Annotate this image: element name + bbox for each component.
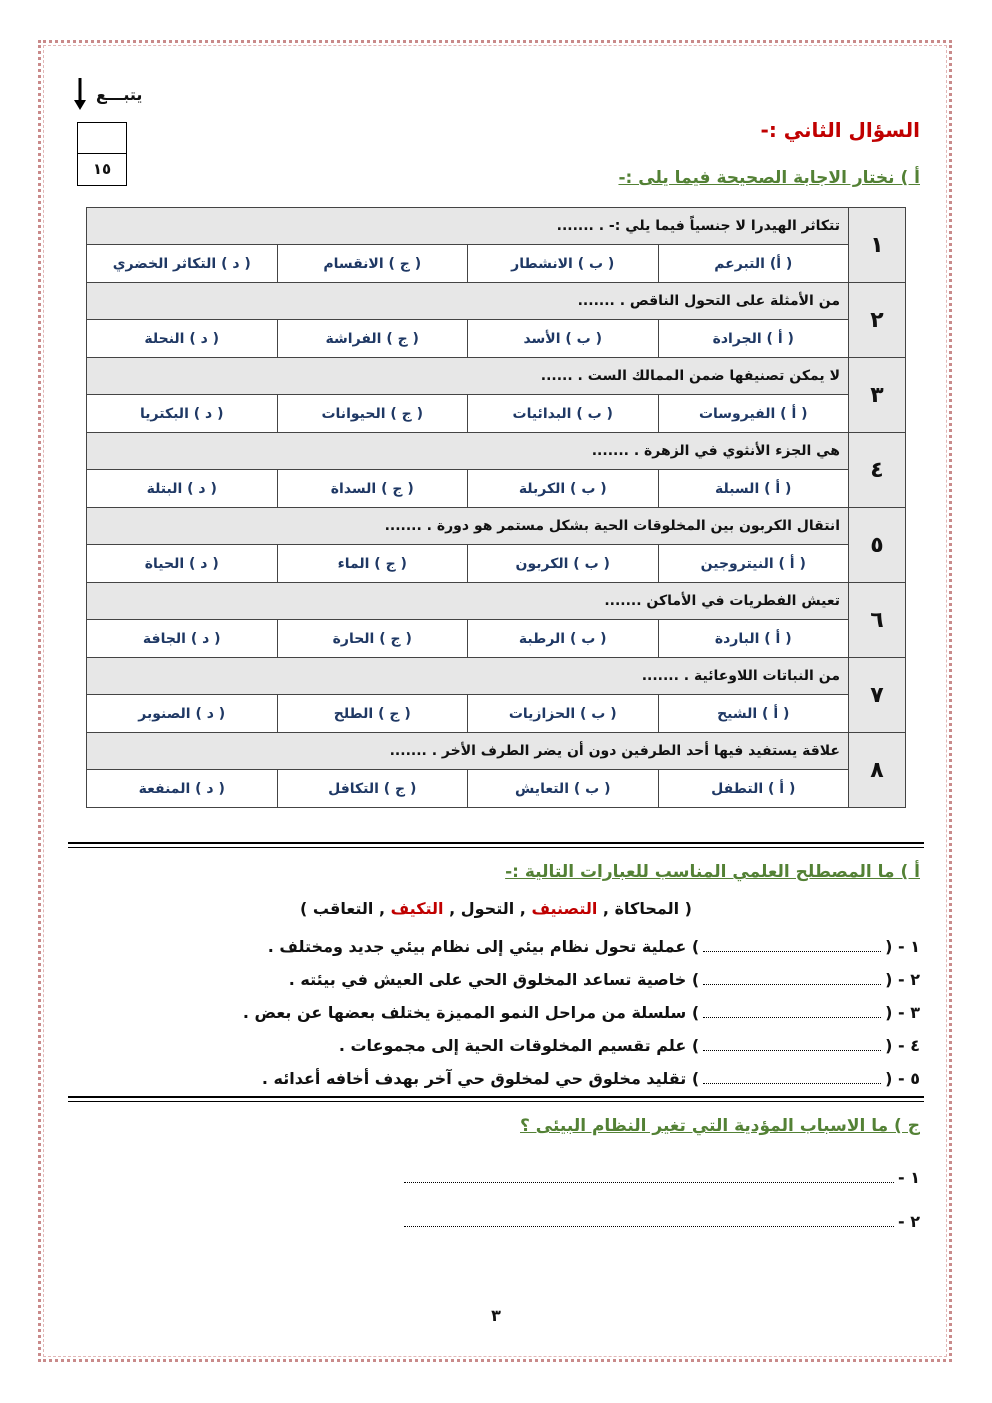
answer-option[interactable]: ( أ ) الجرادة [658, 320, 849, 358]
question-number: ٢ [849, 283, 906, 358]
question-row [87, 508, 906, 545]
answer-option[interactable]: ( ب ) الحزازيات [468, 695, 659, 733]
options-row [87, 320, 906, 358]
term-item-close: ) [691, 1003, 700, 1022]
term-item-close: ) [691, 1069, 700, 1088]
options-row [87, 245, 906, 283]
options-row [87, 770, 906, 808]
term-item-text: عملية تحول نظام بيئي إلى نظام بيئي جديد ومختلف . [267, 937, 687, 956]
question-text: تعيش الفطريات في الأماكن ....... [87, 583, 849, 620]
answer-option[interactable]: ( د ) الحياة [87, 545, 278, 583]
answer-option[interactable]: ( ج ) التكافل [277, 770, 468, 808]
question-number: ٧ [849, 658, 906, 733]
term-item-num: ١ - ( [885, 937, 920, 956]
answer-option[interactable]: ( ب ) التعايش [468, 770, 659, 808]
continue-indicator [74, 78, 142, 110]
term-separator: , [373, 899, 391, 918]
term-item [243, 996, 920, 1029]
question-text: من الأمثلة على التحول الناقص . ....... [87, 283, 849, 320]
paren-close: ) [300, 899, 308, 918]
term-item [243, 930, 920, 963]
answer-line-num: ١ - [898, 1168, 920, 1187]
mcq-table [86, 207, 906, 808]
term-item [243, 1062, 920, 1095]
down-arrow-icon [74, 78, 86, 110]
answer-option[interactable]: ( د ) المنفعة [87, 770, 278, 808]
answer-option[interactable]: ( د ) الجافة [87, 620, 278, 658]
score-blank[interactable] [78, 123, 126, 154]
question-row [87, 283, 906, 320]
answer-option[interactable]: ( أ ) النيتروجين [658, 545, 849, 583]
term-item-num: ٥ - ( [885, 1069, 920, 1088]
question-number: ١ [849, 208, 906, 283]
question-row [87, 733, 906, 770]
answer-option[interactable]: ( ب ) الانشطار [468, 245, 659, 283]
answer-option[interactable]: ( أ ) التطفل [658, 770, 849, 808]
term-item-text: سلسلة من مراحل النمو المميزة يختلف بعضها عن بعض . [242, 1003, 687, 1022]
term-option: التصنيف [531, 899, 598, 918]
answer-option[interactable]: ( ب ) الكربلة [468, 470, 659, 508]
divider [68, 1101, 924, 1102]
question-row [87, 358, 906, 395]
answer-line-1[interactable] [404, 1168, 920, 1187]
question-title: السؤال الثاني :- [760, 118, 920, 142]
answer-option[interactable]: ( ب ) الكربون [468, 545, 659, 583]
term-item-text: علم تقسيم المخلوقات الحية إلى مجموعات . [338, 1036, 687, 1055]
term-answer-blank[interactable] [703, 1037, 881, 1051]
answer-option[interactable]: ( د ) النحلة [87, 320, 278, 358]
term-item-num: ٢ - ( [885, 970, 920, 989]
score-box [77, 122, 127, 186]
answer-option[interactable]: ( ج ) الحيوانات [277, 395, 468, 433]
term-separator: , [597, 899, 615, 918]
question-text: علاقة يستفيد فيها أحد الطرفين دون أن يضر الطرف الأخر . ....... [87, 733, 849, 770]
term-answer-blank[interactable] [703, 971, 881, 985]
section-c-title: ج ) ما الاسباب المؤدية التي تغير النظام البيئى ؟ [520, 1116, 920, 1136]
divider [68, 842, 924, 844]
question-row [87, 433, 906, 470]
term-answer-blank[interactable] [703, 1004, 881, 1018]
section-b-title: أ ) ما المصطلح العلمي المناسب للعبارات التالية :- [505, 862, 920, 882]
term-item-text: تقليد مخلوق حي لمخلوق حي آخر بهدف أخافه أعدائه . [261, 1069, 687, 1088]
question-row [87, 208, 906, 245]
answer-option[interactable]: ( د ) التكاثر الخضري [87, 245, 278, 283]
options-row [87, 470, 906, 508]
question-text: تتكاثر الهيدرا لا جنسياً فيما يلي :- . ....... [87, 208, 849, 245]
term-option: المحاكاة [614, 899, 680, 918]
section-a-title: أ ) نختار الاجابة الصحيحة فيما يلى :- [618, 168, 920, 188]
question-row [87, 658, 906, 695]
term-item-close: ) [691, 970, 700, 989]
term-bank [0, 899, 992, 918]
answer-option[interactable]: ( ب ) البدائيات [468, 395, 659, 433]
term-separator: , [443, 899, 461, 918]
divider [68, 1096, 924, 1098]
answer-option[interactable]: ( أ ) السبلة [658, 470, 849, 508]
term-separator: , [514, 899, 532, 918]
term-item-text: خاصية تساعد المخلوق الحي على العيش في بيئته . [288, 970, 687, 989]
answer-line-num: ٢ - [898, 1212, 920, 1231]
options-row [87, 620, 906, 658]
term-item-num: ٤ - ( [885, 1036, 920, 1055]
score-total: ١٥ [92, 160, 112, 178]
question-number: ٨ [849, 733, 906, 808]
answer-option[interactable]: ( ج ) الماء [277, 545, 468, 583]
question-text: هي الجزء الأنثوي في الزهرة . ....... [87, 433, 849, 470]
term-item-close: ) [691, 1036, 700, 1055]
answer-line-2[interactable] [404, 1212, 920, 1231]
question-number: ٦ [849, 583, 906, 658]
term-item-close: ) [691, 937, 700, 956]
term-item-num: ٣ - ( [885, 1003, 920, 1022]
answer-option[interactable]: ( ج ) الطلح [277, 695, 468, 733]
answer-option[interactable]: ( د ) الصنوبر [87, 695, 278, 733]
question-text: من النباتات اللاوعائية . ....... [87, 658, 849, 695]
term-item [243, 963, 920, 996]
answer-option[interactable]: ( ج ) الحارة [277, 620, 468, 658]
term-item [243, 1029, 920, 1062]
question-text: انتقال الكربون بين المخلوقات الحية بشكل مستمر هو دورة . ....... [87, 508, 849, 545]
question-text: لا يمكن تصنيفها ضمن الممالك الست . ...... [87, 358, 849, 395]
term-option: التكيف [390, 899, 444, 918]
answer-option[interactable]: ( ج ) السداة [277, 470, 468, 508]
continue-label: يتبـــع [96, 84, 143, 104]
answer-option[interactable]: ( ج ) الفراشة [277, 320, 468, 358]
question-number: ٥ [849, 508, 906, 583]
answer-option[interactable]: ( ب ) الأسد [468, 320, 659, 358]
term-option: التعاقب [312, 899, 374, 918]
page-number: ٣ [491, 1306, 501, 1325]
answer-option[interactable]: ( أ ) الشيح [658, 695, 849, 733]
answer-option[interactable]: ( أ ) الفيروسات [658, 395, 849, 433]
answer-option[interactable]: ( د ) البكتريا [87, 395, 278, 433]
options-row [87, 695, 906, 733]
options-row [87, 545, 906, 583]
answer-option[interactable]: ( ب ) الرطبة [468, 620, 659, 658]
answer-option[interactable]: ( ج ) الانقسام [277, 245, 468, 283]
divider [68, 847, 924, 848]
answer-option[interactable]: ( أ ) الباردة [658, 620, 849, 658]
term-list [243, 930, 920, 1095]
paren-open: ( [684, 899, 692, 918]
term-answer-blank[interactable] [703, 1070, 881, 1084]
term-answer-blank[interactable] [703, 938, 881, 952]
question-row [87, 583, 906, 620]
term-option: التحول [460, 899, 515, 918]
question-number: ٤ [849, 433, 906, 508]
answer-option[interactable]: ( أ) التبرعم [658, 245, 849, 283]
question-number: ٣ [849, 358, 906, 433]
answer-option[interactable]: ( د ) البتلة [87, 470, 278, 508]
options-row [87, 395, 906, 433]
